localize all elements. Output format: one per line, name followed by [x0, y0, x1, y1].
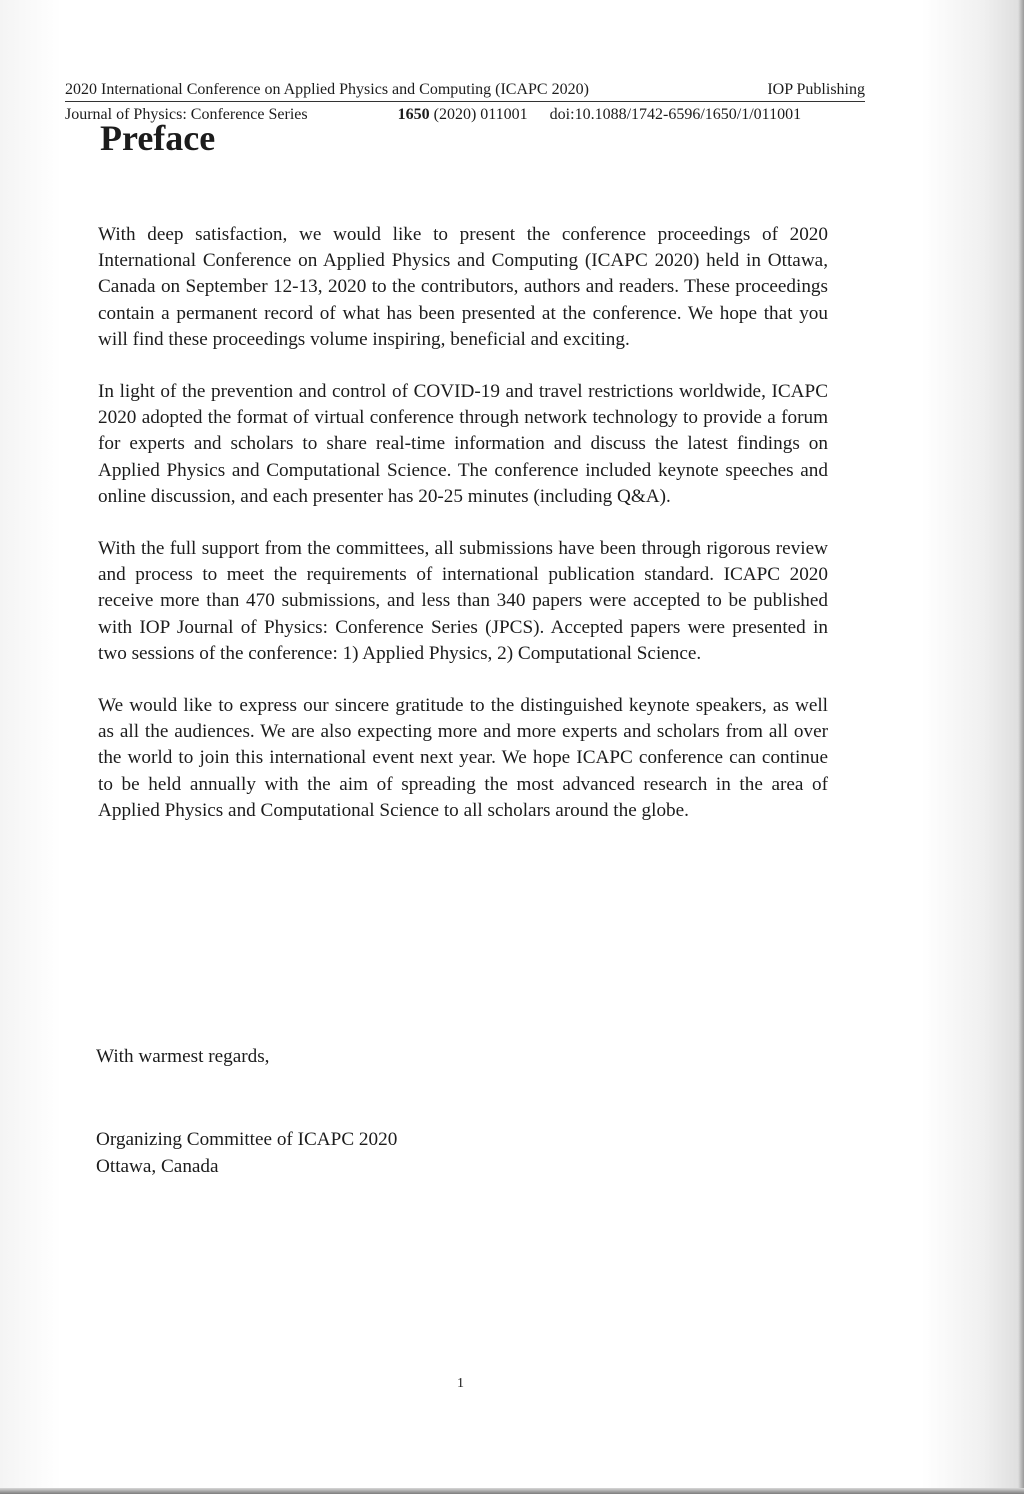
page-number: 1 [457, 1376, 464, 1391]
paragraph: In light of the prevention and control of COVID-19 and travel restrictions worldwide, ICAPC 2020 adopted the format of virtual conference through network technology to provide a forum for experts and scholars to share real-time information and discuss the latest findings on Applied Physics and Computational Science. The conference included keynote speeches and online discussion, and each presenter has 20-25 minutes (including Q&A). [98, 381, 828, 507]
volume-info [398, 106, 528, 124]
closing-salutation: With warmest regards, [96, 1046, 270, 1067]
running-header [65, 80, 865, 102]
committee-location: Ottawa, Canada [96, 1155, 219, 1177]
signature-block [96, 1127, 397, 1180]
preface-body [98, 222, 828, 850]
paragraph: We would like to express our sincere gratitude to the distinguished keynote speakers, as well as all the audiences. We are also expecting more and more experts and scholars from all over the world to join this international event next year. We hope ICAPC conference can continue to be held annually with the aim of spreading the most advanced research in the area of Applied Physics and Computational Science to all scholars around the globe. [98, 695, 828, 821]
paragraph: With deep satisfaction, we would like to present the conference proceedings of 2020 International Conference on Applied Physics and Computing (ICAPC 2020) held in Ottawa, Canada on September 12-13, 2020 to the contributors, authors and readers. These proceedings contain a permanent record of what has been presented at the conference. We hope that you will find these proceedings volume inspiring, beneficial and exciting. [98, 224, 828, 350]
conference-name: 2020 International Conference on Applied Physics and Computing (ICAPC 2020) [65, 81, 589, 98]
scan-shadow-bottom [0, 1488, 1024, 1494]
publisher-name: IOP Publishing [767, 81, 865, 98]
page-title: Preface [100, 118, 216, 158]
volume-number: 1650 [397, 106, 430, 123]
volume-year-article: (2020) 011001 [429, 106, 528, 123]
scan-shadow-right [1018, 0, 1024, 1494]
committee-name: Organizing Committee of ICAPC 2020 [96, 1129, 398, 1150]
journal-series: Journal of Physics: Conference Series [65, 106, 308, 123]
doi: doi:10.1088/1742-6596/1650/1/011001 [549, 106, 802, 123]
paragraph: With the full support from the committees, all submissions have been through rigorous review and process to meet the requirements of international publication standard. ICAPC 2020 receive more than 470 submissions, and less than 340 papers were accepted to be published with IOP Journal of Physics: Conference Series (JPCS). Accepted papers were presented in two sessions of the conference: 1) Applied Physics, 2) Computational Science. [98, 538, 828, 664]
